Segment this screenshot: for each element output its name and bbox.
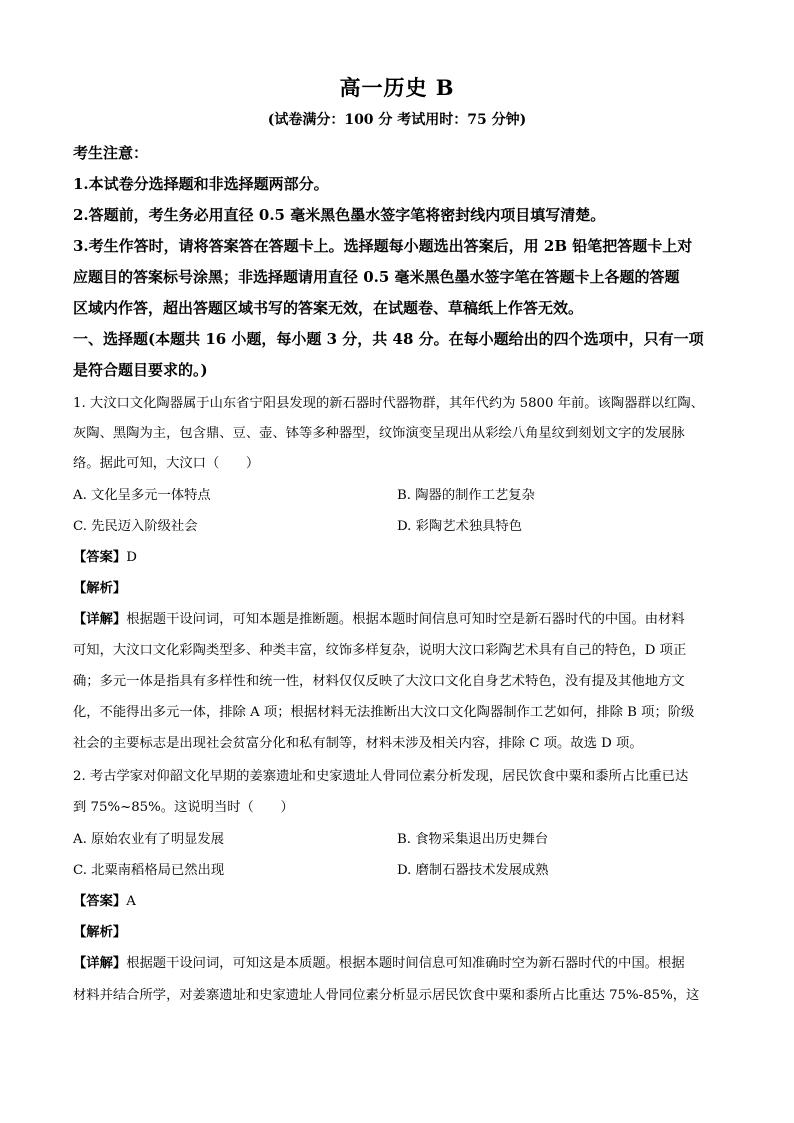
section-heading: 是符合题目要求的。) [73, 361, 208, 379]
question-stem: 到 75%~85%。这说明当时（ ） [73, 800, 294, 815]
exam-subtitle: (试卷满分：100 分 考试用时：75 分钟) [267, 112, 527, 128]
detail-line [73, 952, 733, 971]
notice-line: 2.答题前，考生务必用直径 0.5 毫米黑色墨水签字笔将密封线内项目填写清楚。 [73, 206, 606, 224]
detail-line: 确；多元一体是指具有多样性和统一性，材料仅仅反映了大汶口文化自身艺术特色，没有提及其他地方文 [73, 674, 685, 689]
answer-line [73, 890, 733, 909]
notice-line: 应题目的答案标号涂黑；非选择题请用直径 0.5 毫米黑色墨水签字笔在答题卡上各题的答题 [73, 268, 680, 286]
answer-value: A [126, 894, 136, 909]
analysis-tag: 【解析】 [73, 925, 127, 940]
analysis-tag: 【解析】 [73, 581, 127, 596]
question-stem: 1. 大汶口文化陶器属于山东省宁阳县发现的新石器时代器物群，其年代约为 5800 年前。该陶器群以红陶、 [73, 396, 704, 411]
answer-value: D [126, 550, 137, 565]
answer-line [73, 546, 733, 565]
answer-tag: 【答案】 [73, 894, 127, 909]
section-heading: 一、选择题(本题共 16 小题，每小题 3 分，共 48 分。在每小题给出的四个选项中，只有一项 [73, 330, 704, 348]
option-d: D. 彩陶艺术独具特色 [397, 519, 523, 534]
notice-line: 1.本试卷分选择题和非选择题两部分。 [73, 175, 329, 193]
answer-tag: 【答案】 [73, 550, 127, 565]
detail-text: 根据题干设问词，可知本题是推断题。根据本题时间信息可知时空是新石器时代的中国。由材料 [126, 612, 685, 627]
option-a: A. 原始农业有了明显发展 [73, 832, 225, 847]
notice-heading: 考生注意： [73, 144, 149, 162]
option-c: C. 先民迈入阶级社会 [73, 519, 198, 534]
question-stem: 2. 考古学家对仰韶文化早期的姜寨遗址和史家遗址人骨同位素分析发现，居民饮食中粟和黍所占比重已达 [73, 769, 689, 784]
question-stem: 络。据此可知，大汶口（ ） [73, 456, 260, 471]
option-a: A. 文化呈多元一体特点 [73, 488, 211, 503]
option-c: C. 北粟南稻格局已然出现 [73, 863, 225, 878]
detail-text: 根据题干设问词，可知这是本质题。根据本题时间信息可知准确时空为新石器时代的中国。根据 [126, 956, 685, 971]
detail-tag: 【详解】 [73, 612, 127, 627]
option-b: B. 食物采集退出历史舞台 [397, 832, 549, 847]
question-stem: 灰陶、黑陶为主，包含鼎、豆、壶、钵等多种器型，纹饰演变呈现出从彩绘八角星纹到刻划文字的发展脉 [73, 426, 685, 441]
notice-line: 区域内作答，超出答题区域书写的答案无效，在试题卷、草稿纸上作答无效。 [73, 299, 584, 317]
option-b: B. 陶器的制作工艺复杂 [397, 488, 535, 503]
detail-line: 可知，大汶口文化彩陶类型多、种类丰富，纹饰多样复杂，说明大汶口彩陶艺术具有自己的特色，D 项正 [73, 643, 687, 658]
detail-line: 材料并结合所学，对姜寨遗址和史家遗址人骨同位素分析显示居民饮食中粟和黍所占比重达 75%-85%，这 [73, 988, 700, 1003]
detail-line: 化，不能得出多元一体，排除 A 项；根据材料无法推断出大汶口文化陶器制作工艺如何，排除 B 项；阶级 [73, 705, 695, 720]
exam-title: 高一历史 B [339, 75, 455, 100]
detail-line [73, 608, 733, 627]
option-d: D. 磨制石器技术发展成熟 [397, 863, 549, 878]
detail-line: 社会的主要标志是出现社会贫富分化和私有制等，材料未涉及相关内容，排除 C 项。故选 D 项。 [73, 736, 643, 751]
notice-line: 3.考生作答时，请将答案答在答题卡上。选择题每小题选出答案后，用 2B 铅笔把答题卡上对 [73, 237, 693, 255]
detail-tag: 【详解】 [73, 956, 127, 971]
